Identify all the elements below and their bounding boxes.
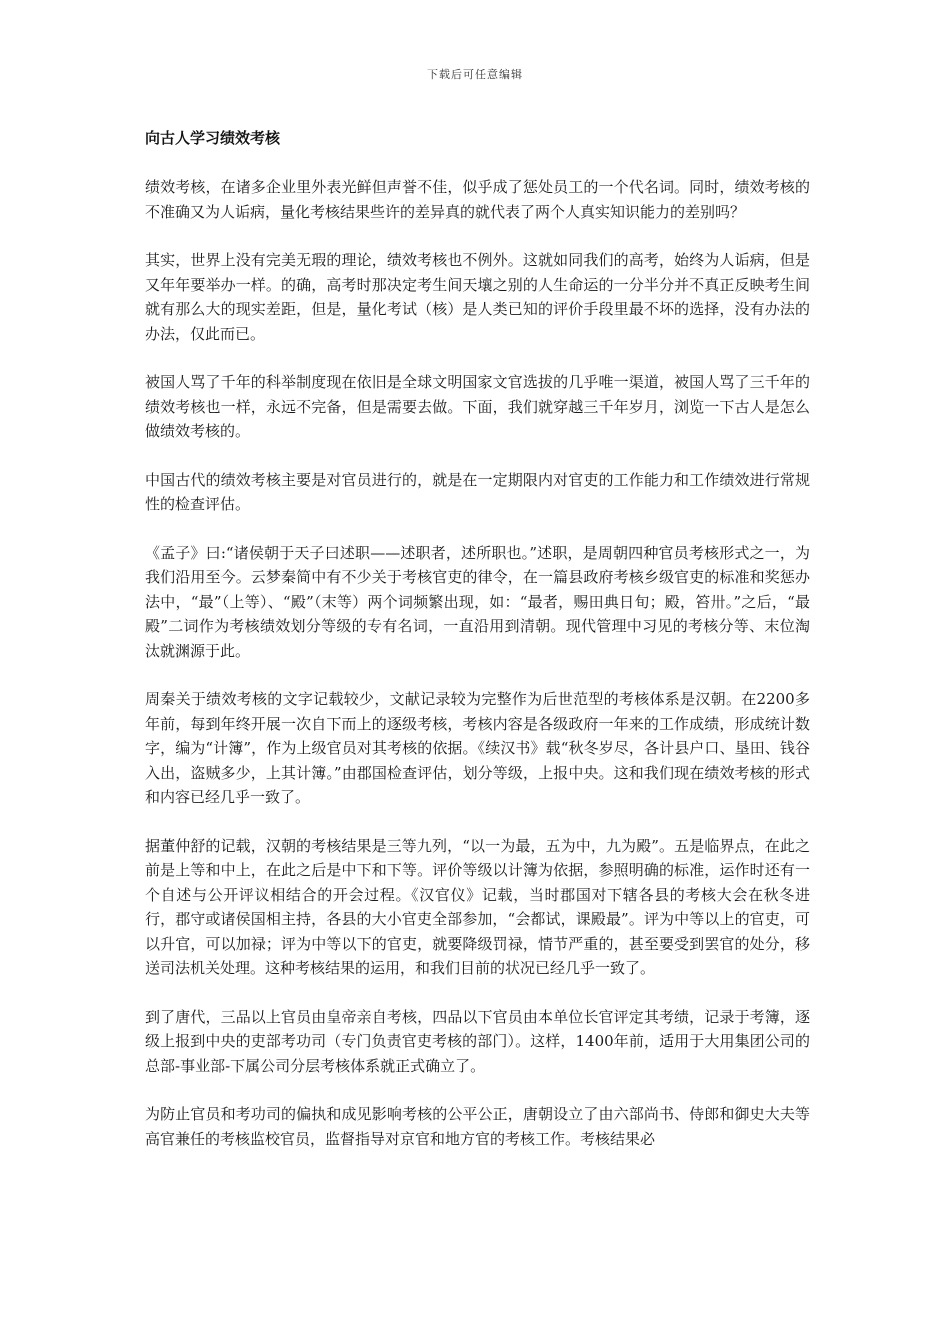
paragraph-han-grades: 据董仲舒的记载，汉朝的考核结果是三等九列，“以一为最，五为中，九为殿”。五是临界点，在此之前是上等和中上，在此之后是中下和下等。评价等级以计簿为依据，参照明确的标准，运作时还有一个自述与公开评议相结合的开会过程。《汉官仪》记载，当时郡国对下辖各县的考核大会在秋冬进行，郡守或诸侯国相主持，各县的大小官吏全部参加，“会都试，课殿最”。评为中等以上的官吏，可以升官，可以加禄；评为中等以下的官吏，就要降级罚禄，情节严重的，甚至要受到罢官的处分，移送司法机关处理。这种考核结果的运用，和我们目前的状况已经几乎一致了。 — [145, 836, 810, 977]
paragraph-ancient-definition: 中国古代的绩效考核主要是对官员进行的，就是在一定期限内对官吏的工作能力和工作绩效进行常规性的检查评估。 — [145, 470, 810, 513]
article-body — [145, 126, 810, 1175]
paragraph-intro: 绩效考核，在诸多企业里外表光鲜但声誉不佳，似乎成了惩处员工的一个代名词。同时，绩效考核的不准确又为人诟病，量化考核结果些许的差异真的就代表了两个人真实知识能力的差别吗？ — [145, 178, 810, 221]
paragraph-imperfection: 其实，世界上没有完美无瑕的理论，绩效考核也不例外。这就如同我们的高考，始终为人诟病，但是又年年要举办一样。的确，高考时那决定考生间天壤之别的人生命运的一分半分并不真正反映考生间就有那么大的现实差距，但是，量化考试（核）是人类已知的评价手段里最不坏的选择，没有办法的办法，仅此而已。 — [145, 251, 810, 343]
article-title: 向古人学习绩效考核 — [145, 129, 281, 147]
paragraph-mencius: 《孟子》曰:“诸侯朝于天子曰述职——述职者，述所职也。”述职，是周朝四种官员考核形式之一，为我们沿用至今。云梦秦简中有不少关于考核官吏的律令，在一篇县政府考核乡级官吏的标准和奖惩办法中，“最”（上等）、“殿”（末等）两个词频繁出现，如：“最者，赐田典日旬；殿，笞卅。”之后，“最殿”二词作为考核绩效划分等级的专有名词，一直沿用到清朝。现代管理中习见的考核分等、末位淘汰就渊源于此。 — [145, 543, 810, 660]
paragraph-tang-supervision: 为防止官员和考功司的偏执和成见影响考核的公平公正，唐朝设立了由六部尚书、侍郎和御史大夫等高官兼任的考核监校官员，监督指导对京官和地方官的考核工作。考核结果必 — [145, 1105, 810, 1148]
paragraph-keju: 被国人骂了千年的科举制度现在依旧是全球文明国家文官选拔的几乎唯一渠道，被国人骂了三千年的绩效考核也一样，永远不完备，但是需要去做。下面，我们就穿越三千年岁月，浏览一下古人是怎么做绩效考核的。 — [145, 373, 810, 440]
paragraph-tang: 到了唐代，三品以上官员由皇帝亲自考核，四品以下官员由本单位长官评定其考绩，记录于考簿，逐级上报到中央的吏部考功司（专门负责官吏考核的部门）。这样，1400年前，适用于大用集团公司的总部-事业部-下属公司分层考核体系就正式确立了。 — [145, 1007, 810, 1075]
page-header-note: 下载后可任意编辑 — [427, 68, 523, 81]
paragraph-han-system: 周秦关于绩效考核的文字记载较少，文献记录较为完整作为后世范型的考核体系是汉朝。在2200多年前，每到年终开展一次自下而上的逐级考核，考核内容是各级政府一年来的工作成绩，形成统计数字，编为“计簿”，作为上级官员对其考核的依据。《续汉书》载“秋冬岁尽，各计县户口、垦田、钱谷入出，盗贼多少，上其计簿。”由郡国检查评估，划分等级，上报中央。这和我们现在绩效考核的形式和内容已经几乎一致了。 — [145, 690, 810, 806]
